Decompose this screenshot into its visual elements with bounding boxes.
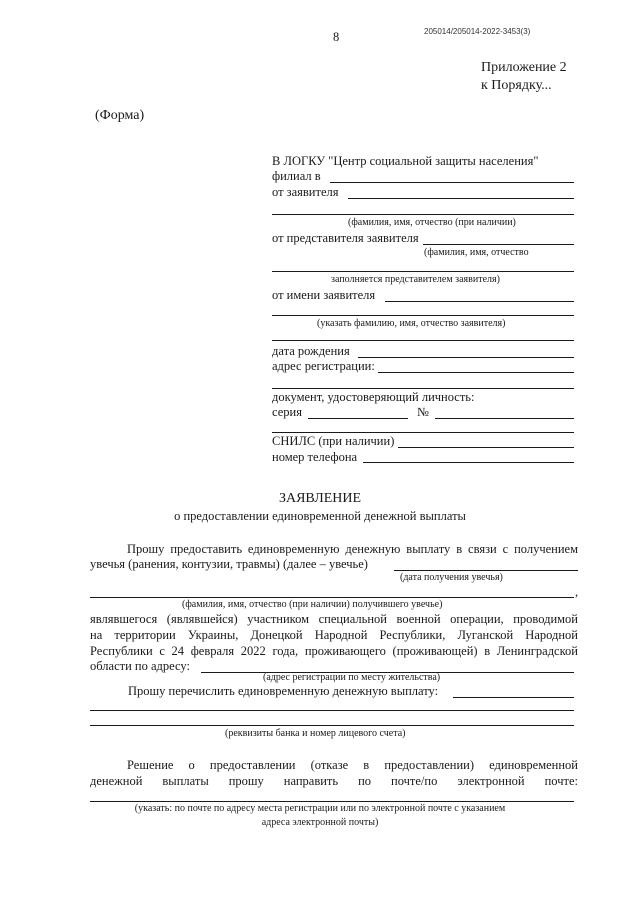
applicant-name-field[interactable] [272, 214, 574, 215]
phone-label: номер телефона [272, 450, 358, 464]
p3-line-2: денежной выплаты прошу направить по почте/по электронной почте: [90, 774, 578, 788]
paragraph-1 [90, 541, 578, 557]
series-label: серия [272, 405, 302, 419]
statement-subtitle: о предоставлении единовременной денежной выплаты [174, 509, 466, 523]
reg-address-label: адрес регистрации: [272, 359, 375, 373]
form-label: (Форма) [95, 108, 145, 123]
on-behalf-name-field[interactable] [272, 315, 574, 316]
representative-hint-2: заполняется представителем заявителя) [331, 274, 500, 285]
page-number: 8 [333, 30, 340, 44]
bank-details-field-2[interactable] [90, 725, 574, 726]
document-number-field[interactable] [435, 418, 574, 419]
p1-line-1: Прошу предоставить единовременную денежную выплату в связи с получением [127, 542, 578, 556]
delivery-hint-1: (указать: по почте по адресу места регистрации или по электронной почте с указанием [134, 803, 506, 814]
appendix-subtitle: к Порядку... [481, 78, 552, 93]
bank-details-field-1[interactable] [90, 710, 574, 711]
id-document-extra-field[interactable] [272, 432, 574, 433]
residence-hint: (адрес регистрации по месту жительства) [263, 672, 441, 683]
snils-label: СНИЛС (при наличии) [272, 434, 395, 448]
p2-line-2: на территории Украины, Донецкой Народной Республики, Луганской Народной [90, 628, 578, 642]
branch-field[interactable] [330, 182, 574, 183]
on-behalf-hint: (указать фамилию, имя, отчество заявителя) [317, 318, 506, 329]
reg-address-field[interactable] [378, 372, 574, 373]
representative-name-field[interactable] [272, 271, 574, 272]
document-code: 205014/205014-2022-3453(3) [424, 27, 531, 36]
p1-line-2: увечья (ранения, контузии, травмы) (далее – увечье) [90, 557, 368, 571]
statement-title: ЗАЯВЛЕНИЕ [278, 491, 362, 506]
appendix-title: Приложение 2 [481, 60, 567, 75]
delivery-hint-2: адреса электронной почты) [261, 817, 379, 828]
injured-name-field[interactable] [90, 597, 574, 598]
from-applicant-label: от заявителя [272, 185, 339, 199]
delivery-method-field[interactable] [90, 801, 574, 802]
id-document-label: документ, удостоверяющий личность: [272, 390, 475, 404]
bank-hint: (реквизиты банка и номер лицевого счета) [225, 728, 406, 739]
number-sign: № [417, 405, 429, 419]
transfer-request: Прошу перечислить единовременную денежную выплату: [128, 684, 439, 698]
on-behalf-field[interactable] [385, 301, 574, 302]
phone-field[interactable] [363, 462, 574, 463]
trailing-comma: , [575, 585, 579, 599]
paragraph-2 [90, 611, 578, 659]
paragraph-3 [90, 757, 578, 789]
snils-field[interactable] [398, 447, 574, 448]
representative-hint-1: (фамилия, имя, отчество [424, 247, 529, 258]
injured-name-hint: (фамилия, имя, отчество (при наличии) получившего увечье) [182, 599, 443, 610]
applicant-field[interactable] [348, 198, 574, 199]
p2-line-3: Республики с 24 февраля 2022 года, проживающего (проживающей) в Ленинградской [90, 644, 578, 658]
p2-line-4: области по адресу: [90, 659, 190, 673]
birth-date-label: дата рождения [272, 344, 350, 358]
birth-date-field[interactable] [358, 357, 574, 358]
from-representative-label: от представителя заявителя [272, 231, 419, 245]
on-behalf-label: от имени заявителя [272, 288, 376, 302]
addressee-line: В ЛОГКУ "Центр социальной защиты населения" [272, 154, 539, 168]
applicant-name-hint: (фамилия, имя, отчество (при наличии) [348, 217, 516, 228]
on-behalf-extra-field[interactable] [272, 340, 574, 341]
representative-field[interactable] [423, 244, 574, 245]
series-field[interactable] [308, 418, 408, 419]
injury-date-field[interactable] [394, 570, 578, 571]
p2-line-1: являвшегося (являвшейся) участником специальной военной операции, проводимой [90, 612, 578, 626]
transfer-field[interactable] [453, 697, 574, 698]
injury-date-hint: (дата получения увечья) [400, 572, 503, 583]
p3-line-1: Решение о предоставлении (отказе в предоставлении) единовременной [127, 758, 578, 772]
branch-label: филиал в [272, 169, 321, 183]
reg-address-field-2[interactable] [272, 388, 574, 389]
